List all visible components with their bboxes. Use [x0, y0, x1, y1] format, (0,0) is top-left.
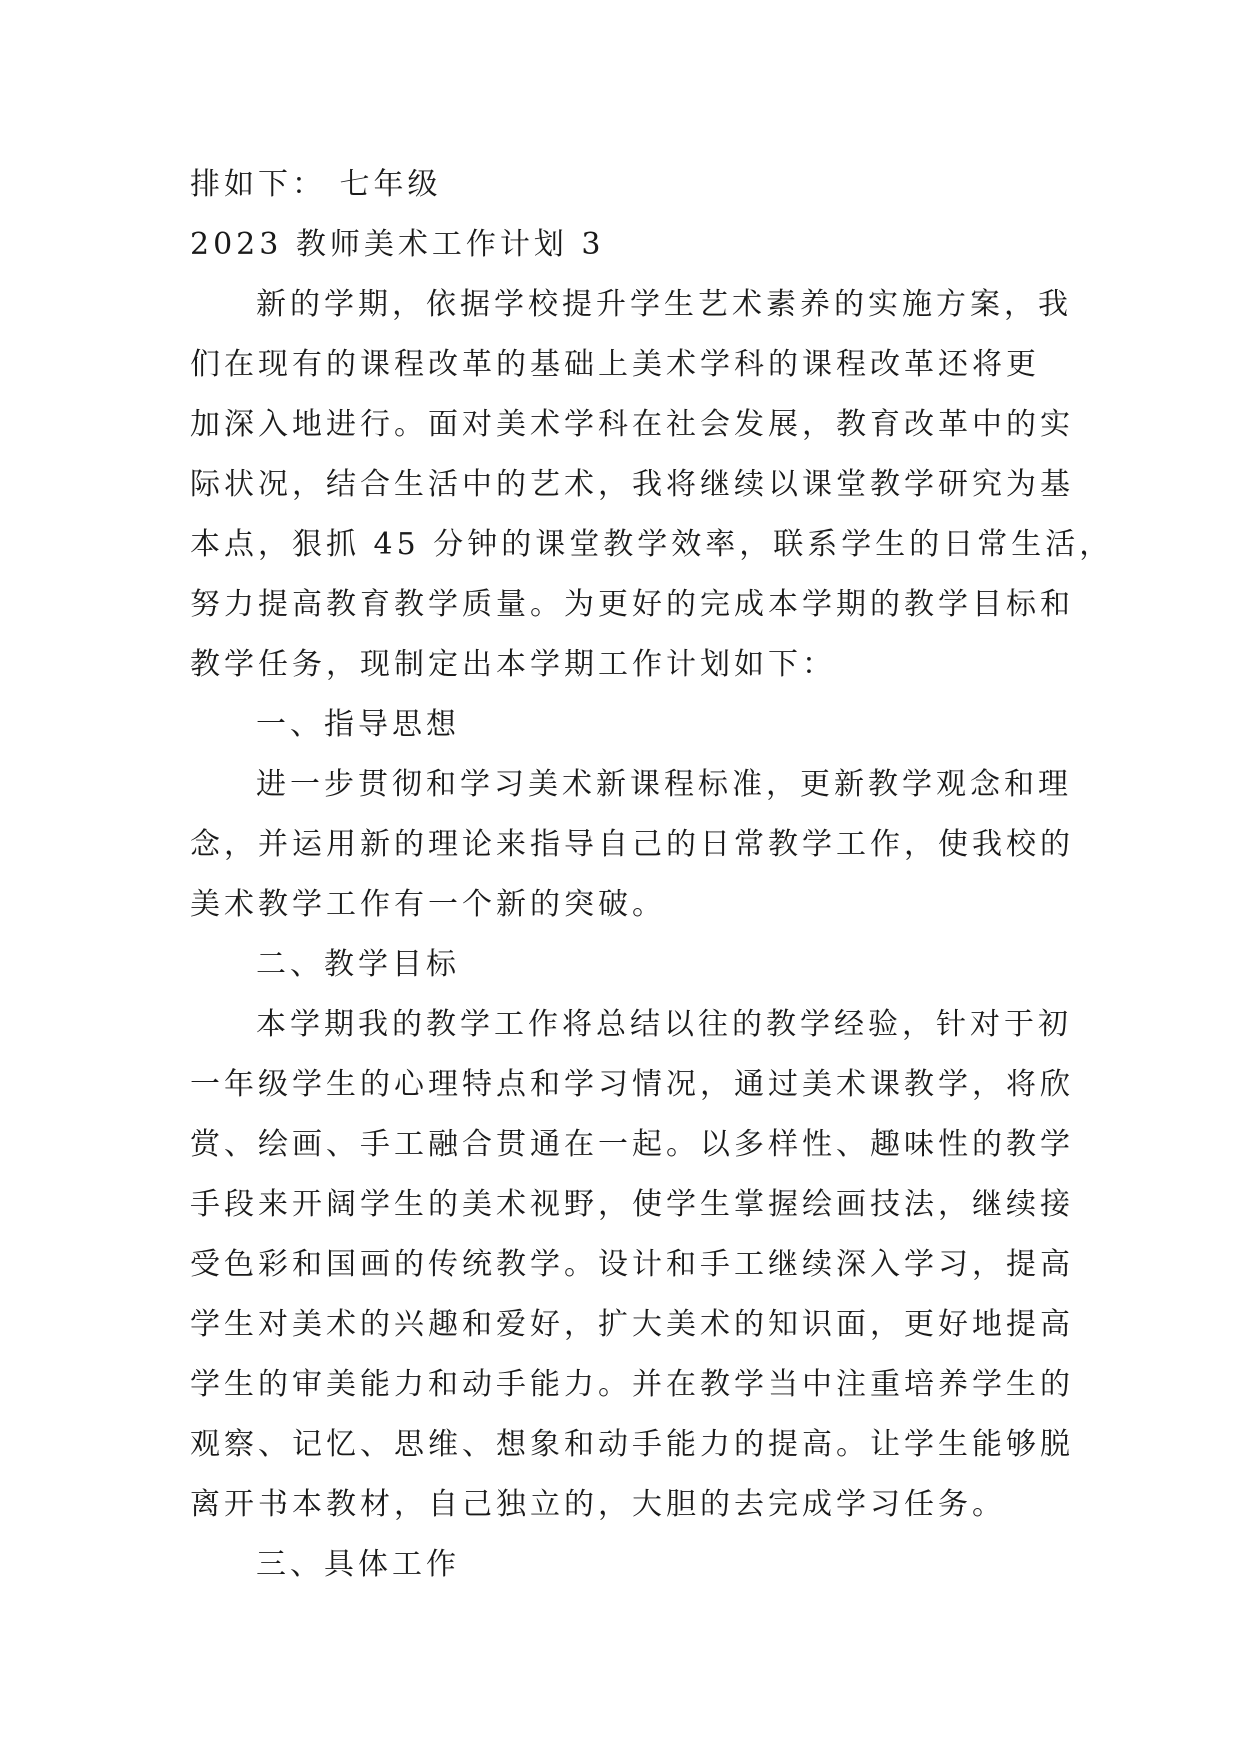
paragraph-line: 新的学期，依据学校提升学生艺术素养的实施方案，我 — [256, 287, 1072, 322]
paragraph-line: 一年级学生的心理特点和学习情况，通过美术课教学，将欣 — [190, 1067, 1074, 1102]
paragraph-line: 美术教学工作有一个新的突破。 — [190, 887, 666, 922]
paragraph-line: 学生对美术的兴趣和爱好，扩大美术的知识面，更好地提高 — [190, 1307, 1074, 1342]
paragraph-line: 手段来开阔学生的美术视野，使学生掌握绘画技法，继续接 — [190, 1187, 1074, 1222]
paragraph-line: 学生的审美能力和动手能力。并在教学当中注重培养学生的 — [190, 1367, 1074, 1402]
section-heading: 一、指导思想 — [256, 707, 460, 742]
paragraph-line: 受色彩和国画的传统教学。设计和手工继续深入学习，提高 — [190, 1247, 1074, 1282]
paragraph-line: 赏、绘画、手工融合贯通在一起。以多样性、趣味性的教学 — [190, 1127, 1074, 1162]
paragraph-line: 际状况，结合生活中的艺术，我将继续以课堂教学研究为基 — [190, 467, 1074, 502]
section-heading: 三、具体工作 — [256, 1547, 460, 1582]
text-line: 排如下： 七年级 — [190, 167, 442, 202]
paragraph-line: 离开书本教材，自己独立的，大胆的去完成学习任务。 — [190, 1487, 1006, 1522]
paragraph-line: 加深入地进行。面对美术学科在社会发展，教育改革中的实 — [190, 407, 1074, 442]
paragraph-line: 本学期我的教学工作将总结以往的教学经验，针对于初 — [256, 1007, 1072, 1042]
paragraph-line: 教学任务，现制定出本学期工作计划如下： — [190, 647, 836, 682]
paragraph-line: 念，并运用新的理论来指导自己的日常教学工作，使我校的 — [190, 827, 1074, 862]
paragraph-line: 观察、记忆、思维、想象和动手能力的提高。让学生能够脱 — [190, 1427, 1074, 1462]
section-heading: 二、教学目标 — [256, 947, 460, 982]
paragraph-line: 进一步贯彻和学习美术新课程标准，更新教学观念和理 — [256, 767, 1072, 802]
section-title: 2023 教师美术工作计划 3 — [190, 227, 605, 262]
paragraph-line: 们在现有的课程改革的基础上美术学科的课程改革还将更 — [190, 347, 1040, 382]
paragraph-line: 努力提高教育教学质量。为更好的完成本学期的教学目标和 — [190, 587, 1074, 622]
paragraph-line: 本点，狠抓 45 分钟的课堂教学效率，联系学生的日常生活， — [190, 527, 1114, 562]
